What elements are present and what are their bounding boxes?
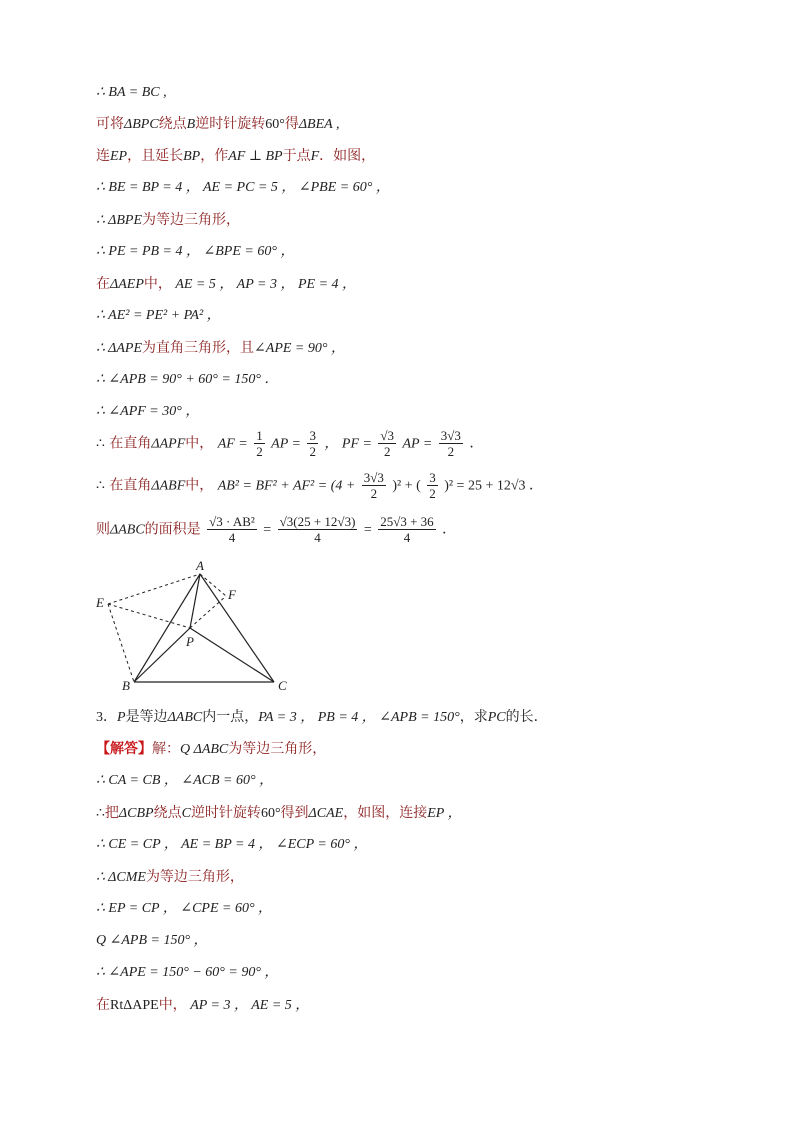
text: 在直角 [109,477,152,494]
line-23: ∴ ∠APE = 150° − 60° = 90° ， [96,965,279,980]
math: Q ΔABC [180,742,229,757]
fraction: $\frac{3}{2}$ [309,428,316,459]
math: ∴ ΔCME [96,870,146,885]
segment-ep [108,604,190,628]
line-12 [96,428,483,459]
text: 为直角三角形，且 [142,340,255,356]
fraction: $\frac{√3}{2}$ [380,428,395,459]
math: ∴ ΔAPE [96,341,143,356]
text: 逆时针旋转 [190,805,261,821]
math: ． [442,522,457,538]
problem-number: 3． [96,710,117,725]
text: 为等边三角形， [145,869,244,885]
math: PC [487,710,506,725]
line-10: ∴ ∠APB = 90° + 60° = 150° ． [96,372,279,387]
line-14 [96,514,456,545]
math: AE = 5 ， AP = 3 ， PE = 4 ， [171,277,357,292]
label-c: C [278,678,287,693]
math: ΔCBP [118,806,154,821]
fraction: $\frac{25√3 + 36}{4}$ [380,514,434,545]
fraction: $\frac{√3(25 + 12√3)}{4}$ [279,514,356,545]
label-p: P [186,634,194,649]
math: ΔCAE [308,806,344,821]
math: ΔBEA , [298,117,340,132]
segment-eb [108,604,134,682]
math: AB² = BF² + AF² = (4 + [217,478,356,494]
line-22: Q ∠APB = 150° ， [96,933,208,948]
math: ∠APE = 90° ， [254,341,345,356]
line-19: ∴ CE = CP ， AE = BP = 4 ， ∠ECP = 60° ， [96,837,368,852]
line-7 [96,275,356,294]
math: ． [469,436,484,452]
math: ∴ [96,478,105,494]
math: = [363,522,372,538]
fraction: $\frac{\text{√3 · AB²}}{4}$ [209,514,255,545]
segment-ea [108,574,200,604]
math: AF = [217,436,248,452]
line-21: ∴ EP = CP ， ∠CPE = 60° ， [96,901,273,916]
fraction: $\frac{3√3}{2}$ [440,428,461,459]
segment-ac [200,574,274,682]
text: 为等边三角形， [142,212,241,228]
text: 于点 [282,148,311,164]
text: 中， [185,435,214,452]
text: 为等边三角形， [228,741,327,757]
math: AP = [271,436,301,452]
line-3 [96,147,375,166]
segment-pc [190,628,274,682]
math: AF ⊥ BP [228,149,283,164]
label-e: E [96,595,104,610]
line-2 [96,115,339,134]
line-8: ∴ AE² = PE² + PA² ， [96,308,221,323]
math: EP ， [427,806,462,821]
math: BP [183,149,201,164]
math: F [310,149,320,164]
math: 60° [265,117,285,132]
text: 在直角 [109,435,152,452]
math: ， PF = [324,436,372,452]
line-4: ∴ BE = BP = 4 ， AE = PC = 5 ， ∠PBE = 60° ， [96,180,390,195]
math: PA = 3 ， PB = 4 ， ∠APB = 150° [258,710,460,725]
text: 中， [185,477,214,494]
line-20 [96,868,244,887]
math: ΔAEP [110,277,144,292]
line-24 [96,996,309,1015]
text: ，求 [459,709,488,725]
label-b: B [122,678,130,693]
label-a: A [196,558,204,573]
text: 的面积是 [144,521,201,538]
math: RtΔAPE [110,998,159,1013]
math: ∴ [96,436,105,452]
text: 在 [96,997,110,1013]
math: ΔABF [151,478,186,494]
line-5 [96,211,240,230]
math: EP [110,149,128,164]
text: ，作 [200,148,229,164]
math: ΔABC [110,522,145,538]
text: 逆时针旋转 [195,116,266,132]
math: )² = 25 + 12√3 ． [444,478,544,494]
text: 中， [158,997,187,1013]
text: 可将 [96,116,124,132]
math: P [117,710,126,725]
fraction: $\frac{3}{2}$ [429,470,436,501]
line-answer-header [96,740,326,759]
line-13 [96,470,543,501]
math: B [186,117,196,132]
line-problem-3 [96,708,548,727]
text: ，且延长 [127,148,184,164]
text: 绕点 [153,805,182,821]
math: ΔAPF [151,436,186,452]
math: AP = [402,436,433,452]
line-6: ∴ PE = PB = 4 ， ∠BPE = 60° ， [96,244,295,259]
line-9 [96,339,345,358]
answer-label: 【解答】 [96,741,152,757]
math: ΔABC [167,710,203,725]
text: 把 [104,805,119,821]
fraction: $\frac{1}{2}$ [256,428,263,459]
text: 绕点 [158,116,187,132]
math: 60° [260,806,281,821]
text: 在 [96,276,110,292]
line-1: ∴ BA = BC , [96,85,167,100]
text: ．如图， [319,148,376,164]
text: 连 [96,148,110,164]
math: AP = 3 ， AE = 5 ， [186,998,310,1013]
math: )² + ( [392,478,421,494]
text: 得到 [280,805,309,821]
line-11: ∴ ∠APF = 30° ， [96,404,200,419]
math: ∴ [96,806,105,821]
math: C [181,806,191,821]
math: ΔBPC [124,117,159,132]
math: ∴ ΔBPE [96,213,143,228]
text: ，如图，连接 [343,805,428,821]
text: 得 [284,116,299,132]
label-f: F [228,587,236,602]
fraction: $\frac{3√3}{2}$ [363,470,384,501]
line-17: ∴ CA = CB ， ∠ACB = 60° ， [96,773,274,788]
text: 则 [96,521,110,538]
text: 是等边 [125,709,168,725]
math: = [263,522,272,538]
text: 中， [143,276,172,292]
text: 内一点， [202,709,259,725]
geometry-figure [90,556,310,696]
line-18 [96,804,462,823]
text: 解： [152,741,180,757]
text: 的长． [505,709,548,725]
